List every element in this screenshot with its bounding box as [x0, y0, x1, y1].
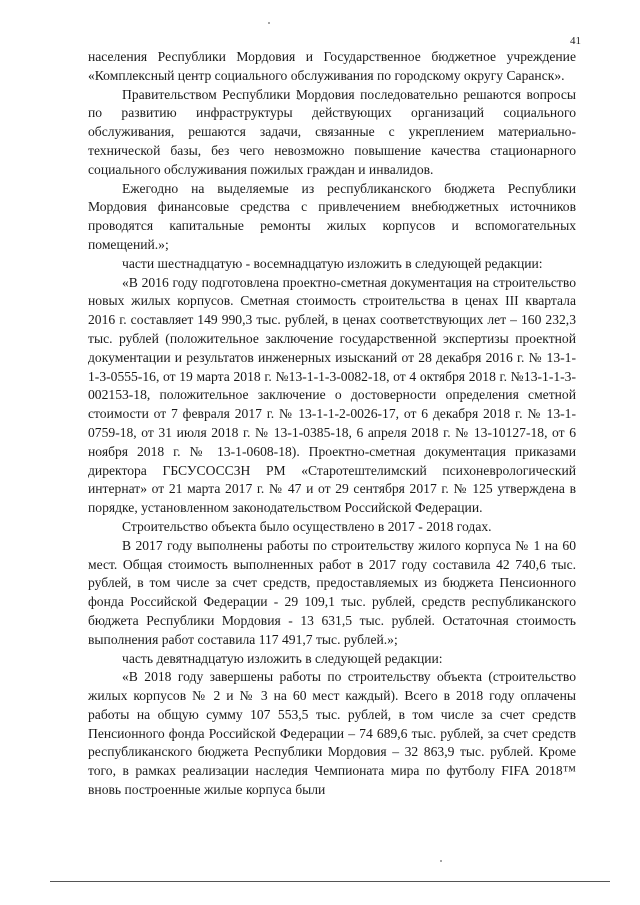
scan-edge-line — [50, 881, 610, 882]
paragraph: части шестнадцатую - восемнадцатую изложить в следующей редакции: — [122, 255, 543, 271]
paragraph: «В 2018 году завершены работы по строительству объекта (строительство жилых корпусов № 2 и № 3 на 60 мест каждый). Всего в 2018 году оплачены работы на общую сумму 107 553,5 тыс. рублей, в том числе за счет средств Пенсионного фонда Российской Федерации – 74 689,6 тыс. рублей, за счет средств республиканского бюджета Республики Мордовия – 32 863,9 тыс. рублей. Кроме того, в рамках реализации наследия Чемпионата мира по футболу FIFA 2018™ вновь построенные жилые корпуса были — [88, 669, 576, 798]
scan-speck — [440, 860, 442, 862]
page-number: 41 — [570, 35, 581, 47]
paragraph: В 2017 году выполнены работы по строительству жилого корпуса № 1 на 60 мест. Общая стоимость выполненных работ в 2017 году составила 42 740,6 тыс. рублей, в том числе за счет средств, предоставляемых из бюджета Пенсионного фонда Российской Федерации - 29 109,1 тыс. рублей, средств республиканского бюджета Республики Мордовия - 13 631,5 тыс. рублей. Остаточная стоимость выполнения работ составила 117 491,7 тыс. рублей.»; — [88, 537, 576, 647]
document-body — [88, 48, 576, 800]
paragraph: Ежегодно на выделяемые из республиканского бюджета Республики Мордовия финансовые средства с привлечением внебюджетных источников проводятся капитальные ремонты жилых корпусов и вспомогательных помещений.»; — [88, 180, 576, 252]
paragraph: Строительство объекта было осуществлено в 2017 - 2018 годах. — [122, 518, 492, 534]
scan-speck — [268, 22, 270, 24]
paragraph: Правительством Республики Мордовия последовательно решаются вопросы по развитию инфраструктуры действующих организаций социального обслуживания, решаются задачи, связанные с укреплением материально-технической базы, без чего невозможно повышение качества стационарного социального обслуживания пожилых граждан и инвалидов. — [88, 86, 576, 177]
paragraph: населения Республики Мордовия и Государственное бюджетное учреждение «Комплексный центр социального обслуживания по городскому округу Саранск». — [88, 49, 576, 83]
paragraph: часть девятнадцатую изложить в следующей редакции: — [122, 650, 443, 666]
paragraph: «В 2016 году подготовлена проектно-сметная документация на строительство новых жилых корпусов. Сметная стоимость строительства в ценах III квартала 2016 г. составляет 149 990,3 тыс. рублей, в ценах соответствующих лет – 160 232,3 тыс. рублей (положительное заключение государственной экспертизы проектной документации и результатов инженерных изысканий от 28 декабря 2016 г. № 13-1-1-3-0555-16, от 19 марта 2018 г. №13-1-1-3-0082-18, от 4 октября 2018 г. №13-1-1-3-002153-18, положительное заключение о достоверности определения сметной стоимости от 7 февраля 2017 г. № 13-1-1-2-0026-17, от 6 декабря 2018 г. № 13-1-0759-18, от 31 июля 2018 г. № 13-1-0385-18, 6 апреля 2018 г. № 13-10127-18, от 6 ноября 2018 г. № 13-1-0608-18). Проектно-сметная документация приказами директора ГБСУСОССЗН РМ «Старотештелимский психоневрологический интернат» от 21 марта 2017 г. № 47 и от 29 сентября 2017 г. № 125 утверждена в порядке, установленном законодательством Российской Федерации. — [88, 274, 576, 516]
